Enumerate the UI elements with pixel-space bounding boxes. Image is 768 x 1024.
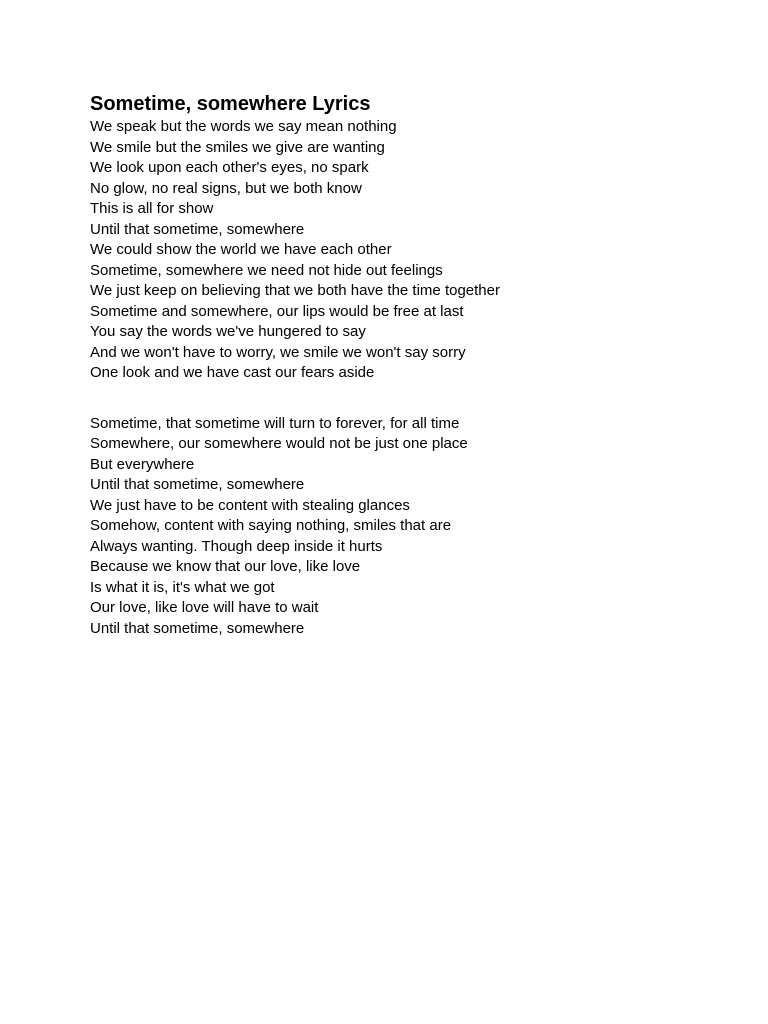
lyric-line: Until that sometime, somewhere [90, 220, 305, 238]
document-title: Sometime, somewhere Lyrics [90, 93, 371, 115]
lyric-line: This is all for show [90, 200, 214, 217]
lyric-line: But everywhere [90, 455, 195, 473]
lyric-line: Until that sometime, somewhere [90, 476, 305, 493]
lyric-line: Somehow, content with saying nothing, smiles that are [90, 517, 452, 534]
lyric-line: We look upon each other's eyes, no spark [90, 159, 369, 176]
lyric-line: We smile but the smiles we give are wanting [90, 138, 385, 156]
lyric-line: Somewhere, our somewhere would not be just one place [90, 435, 468, 452]
lyrics-stanza-2 [90, 414, 730, 640]
lyric-line: One look and we have cast our fears aside [90, 364, 375, 381]
document-page [90, 92, 730, 639]
lyric-line: Sometime, somewhere we need not hide out feelings [90, 261, 443, 279]
lyric-line: Because we know that our love, like love [90, 558, 361, 575]
lyric-line: Sometime and somewhere, our lips would be free at last [90, 302, 464, 320]
lyric-line: You say the words we've hungered to say [90, 323, 366, 340]
lyric-line: Is what it is, it's what we got [90, 578, 275, 596]
lyric-line: We just keep on believing that we both have the time together [90, 282, 500, 299]
lyric-line: No glow, no real signs, but we both know [90, 179, 362, 197]
lyric-line: And we won't have to worry, we smile we won't say sorry [90, 343, 466, 361]
lyric-line: Sometime, that sometime will turn to forever, for all time [90, 414, 460, 432]
lyric-line: We speak but the words we say mean nothing [90, 118, 397, 135]
lyric-line: Until that sometime, somewhere [90, 619, 305, 637]
lyric-line: Always wanting. Though deep inside it hurts [90, 537, 383, 555]
lyrics-stanza-1 [90, 117, 730, 384]
lyric-line: We just have to be content with stealing glances [90, 496, 410, 514]
lyric-line: We could show the world we have each other [90, 241, 392, 258]
lyric-line: Our love, like love will have to wait [90, 599, 319, 616]
